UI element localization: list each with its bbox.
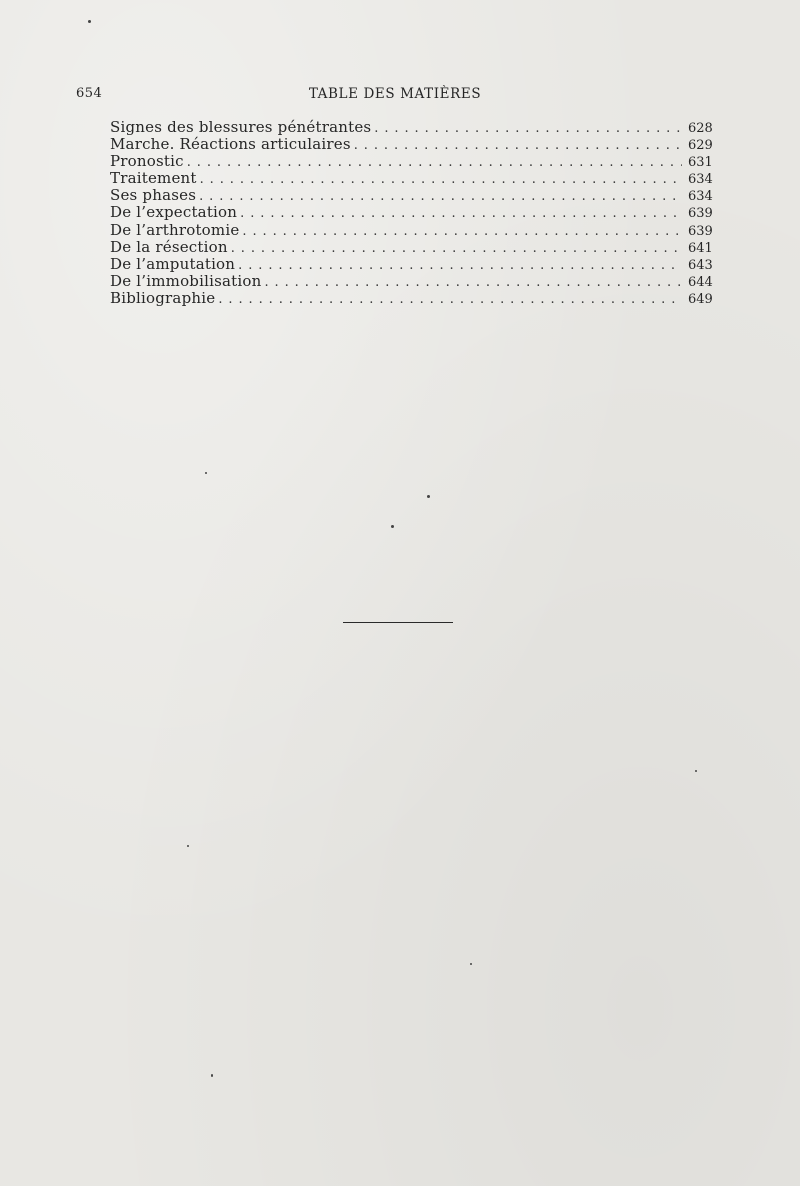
toc-entry-page: 643 <box>688 257 713 273</box>
page-header <box>0 86 800 106</box>
toc-entry-page: 649 <box>688 291 713 307</box>
dot-leader <box>374 120 682 137</box>
dot-leader <box>354 137 682 154</box>
toc-entry-label: De l’expectation <box>110 203 238 222</box>
toc-entry <box>110 136 712 153</box>
toc-entry <box>110 119 712 136</box>
toc-entry-label: Bibliographie <box>110 288 216 307</box>
toc-entry-label: Ses phases <box>110 186 197 205</box>
dot-leader <box>238 257 682 274</box>
paper-speck <box>187 845 189 847</box>
toc-entry <box>110 153 712 170</box>
toc-entry-page: 631 <box>688 155 713 171</box>
dot-leader <box>231 240 682 257</box>
toc-entry-page: 641 <box>688 240 713 256</box>
toc-entry-page: 628 <box>688 121 713 136</box>
table-of-contents <box>110 119 712 307</box>
toc-entry-label: De l’arthrotomie <box>110 220 240 239</box>
toc-entry <box>110 170 712 187</box>
toc-entry-label: De l’immobilisation <box>110 271 262 290</box>
dot-leader <box>200 171 682 188</box>
toc-entry-label: Signes des blessures pénétrantes <box>110 118 372 136</box>
dot-leader <box>264 274 682 291</box>
dot-leader <box>187 154 682 171</box>
toc-entry <box>110 222 712 239</box>
toc-entry-label: Traitement <box>110 169 197 188</box>
dot-leader <box>199 188 682 205</box>
toc-entry-page: 644 <box>688 274 713 290</box>
paper-speck <box>391 525 394 528</box>
toc-entry-page: 629 <box>688 138 713 154</box>
toc-entry <box>110 204 712 221</box>
end-rule <box>343 622 453 623</box>
toc-entry <box>110 187 712 204</box>
toc-entry-label: De l’amputation <box>110 254 236 273</box>
paper-speck <box>695 770 697 772</box>
toc-entry <box>110 273 712 290</box>
paper-speck <box>205 472 207 474</box>
toc-entry-page: 634 <box>688 189 713 205</box>
toc-entry-page: 639 <box>688 206 713 222</box>
toc-entry <box>110 290 712 307</box>
paper-speck <box>211 1074 213 1077</box>
dot-leader <box>242 223 682 240</box>
paper-speck <box>470 963 472 965</box>
toc-entry-label: Pronostic <box>110 152 184 171</box>
toc-entry-label: Marche. Réactions articulaires <box>110 135 351 154</box>
toc-entry <box>110 256 712 273</box>
dot-leader <box>240 205 682 222</box>
toc-entry-page: 639 <box>688 223 713 239</box>
paper-speck <box>427 495 430 498</box>
dot-leader <box>218 291 682 308</box>
page-number: 654 <box>76 86 103 101</box>
toc-entry <box>110 239 712 256</box>
paper-speck <box>88 20 91 23</box>
running-title: TABLE DES MATIÈRES <box>308 86 482 102</box>
toc-entry-label: De la résection <box>110 237 228 256</box>
toc-entry-page: 634 <box>688 172 713 188</box>
